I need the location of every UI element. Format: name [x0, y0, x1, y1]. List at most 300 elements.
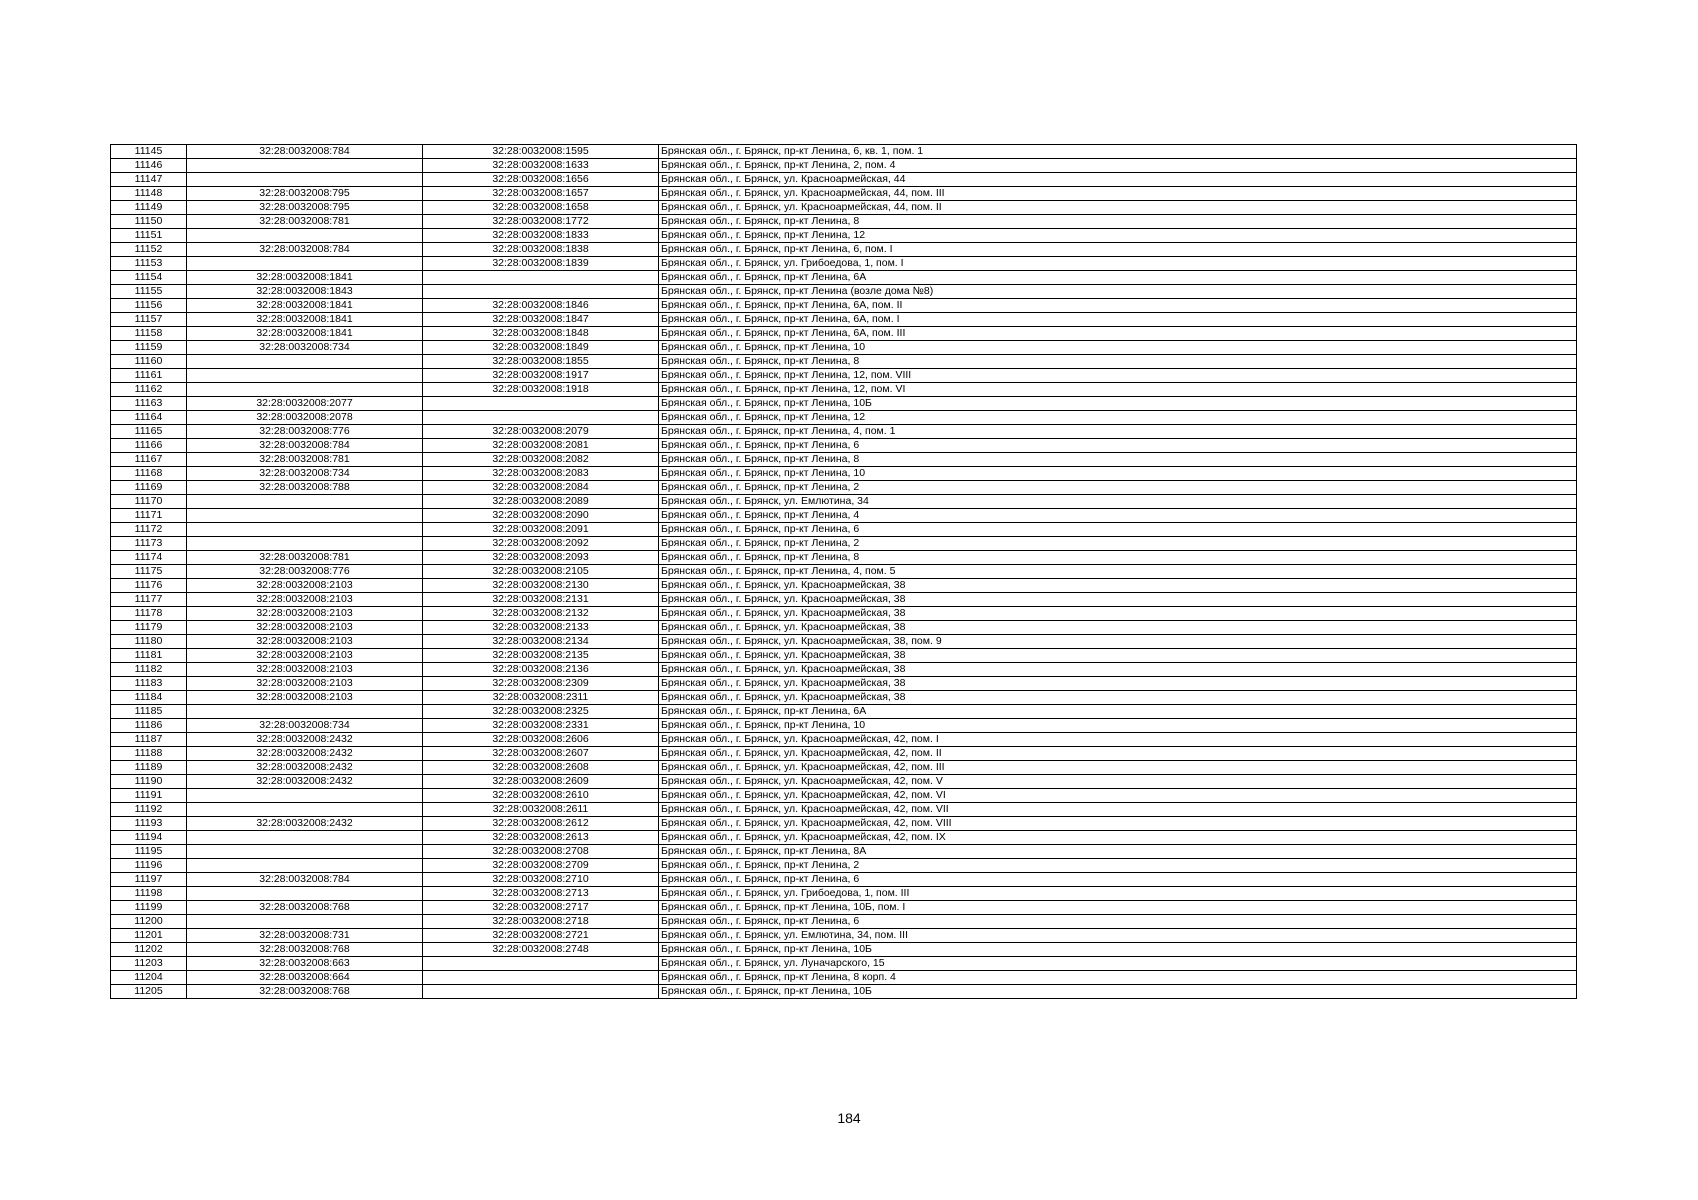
cadastral-number-cell: 32:28:0032008:2721	[423, 929, 659, 943]
cadastral-number-cell: 32:28:0032008:2612	[423, 817, 659, 831]
cadastral-number-cell: 32:28:0032008:2133	[423, 621, 659, 635]
parent-cadastral-number-cell	[187, 789, 423, 803]
cadastral-number-cell: 32:28:0032008:2611	[423, 803, 659, 817]
address-cell: Брянская обл., г. Брянск, пр-кт Ленина, 4, пом. 5	[659, 565, 1577, 579]
address-cell: Брянская обл., г. Брянск, пр-кт Ленина, 12	[659, 229, 1577, 243]
table-row	[111, 173, 1577, 187]
cadastral-number-cell: 32:28:0032008:2081	[423, 439, 659, 453]
parent-cadastral-number-cell: 32:28:0032008:2103	[187, 621, 423, 635]
table-row	[111, 369, 1577, 383]
parent-cadastral-number-cell: 32:28:0032008:2432	[187, 733, 423, 747]
address-cell: Брянская обл., г. Брянск, ул. Красноармейская, 38, пом. 9	[659, 635, 1577, 649]
parent-cadastral-number-cell: 32:28:0032008:2432	[187, 775, 423, 789]
address-cell: Брянская обл., г. Брянск, ул. Красноармейская, 42, пом. I	[659, 733, 1577, 747]
table-row	[111, 817, 1577, 831]
parent-cadastral-number-cell: 32:28:0032008:795	[187, 187, 423, 201]
row-number-cell: 11172	[111, 523, 187, 537]
parent-cadastral-number-cell: 32:28:0032008:663	[187, 957, 423, 971]
address-cell: Брянская обл., г. Брянск, пр-кт Ленина, 6	[659, 915, 1577, 929]
address-cell: Брянская обл., г. Брянск, ул. Грибоедова, 1, пом. III	[659, 887, 1577, 901]
row-number-cell: 11168	[111, 467, 187, 481]
table-row	[111, 257, 1577, 271]
parent-cadastral-number-cell: 32:28:0032008:2103	[187, 607, 423, 621]
row-number-cell: 11146	[111, 159, 187, 173]
table-row	[111, 159, 1577, 173]
row-number-cell: 11149	[111, 201, 187, 215]
parent-cadastral-number-cell: 32:28:0032008:781	[187, 551, 423, 565]
parent-cadastral-number-cell: 32:28:0032008:2103	[187, 579, 423, 593]
row-number-cell: 11190	[111, 775, 187, 789]
row-number-cell: 11161	[111, 369, 187, 383]
address-cell: Брянская обл., г. Брянск, пр-кт Ленина, 6	[659, 873, 1577, 887]
address-cell: Брянская обл., г. Брянск, ул. Красноармейская, 42, пом. II	[659, 747, 1577, 761]
cadastral-number-cell: 32:28:0032008:2311	[423, 691, 659, 705]
address-cell: Брянская обл., г. Брянск, пр-кт Ленина, 4, пом. 1	[659, 425, 1577, 439]
row-number-cell: 11155	[111, 285, 187, 299]
parent-cadastral-number-cell: 32:28:0032008:2103	[187, 635, 423, 649]
cadastral-number-cell: 32:28:0032008:2079	[423, 425, 659, 439]
table-row	[111, 313, 1577, 327]
cadastral-number-cell: 32:28:0032008:2082	[423, 453, 659, 467]
cadastral-number-cell: 32:28:0032008:2093	[423, 551, 659, 565]
address-cell: Брянская обл., г. Брянск, пр-кт Ленина, 12	[659, 411, 1577, 425]
parent-cadastral-number-cell	[187, 355, 423, 369]
table-row	[111, 187, 1577, 201]
address-cell: Брянская обл., г. Брянск, пр-кт Ленина, 10Б	[659, 943, 1577, 957]
row-number-cell: 11175	[111, 565, 187, 579]
cadastral-number-cell: 32:28:0032008:2713	[423, 887, 659, 901]
address-cell: Брянская обл., г. Брянск, пр-кт Ленина, 10	[659, 467, 1577, 481]
parent-cadastral-number-cell: 32:28:0032008:734	[187, 719, 423, 733]
table-row	[111, 271, 1577, 285]
row-number-cell: 11204	[111, 971, 187, 985]
parent-cadastral-number-cell: 32:28:0032008:784	[187, 243, 423, 257]
table-row	[111, 775, 1577, 789]
parent-cadastral-number-cell	[187, 859, 423, 873]
row-number-cell: 11201	[111, 929, 187, 943]
cadastral-number-cell	[423, 957, 659, 971]
address-cell: Брянская обл., г. Брянск, пр-кт Ленина, 8	[659, 215, 1577, 229]
row-number-cell: 11154	[111, 271, 187, 285]
row-number-cell: 11182	[111, 663, 187, 677]
parent-cadastral-number-cell: 32:28:0032008:781	[187, 215, 423, 229]
table-row	[111, 579, 1577, 593]
address-cell: Брянская обл., г. Брянск, пр-кт Ленина, 8 корп. 4	[659, 971, 1577, 985]
row-number-cell: 11193	[111, 817, 187, 831]
parent-cadastral-number-cell: 32:28:0032008:1841	[187, 299, 423, 313]
cadastral-number-cell: 32:28:0032008:2607	[423, 747, 659, 761]
address-cell: Брянская обл., г. Брянск, ул. Красноармейская, 38	[659, 649, 1577, 663]
table-row	[111, 747, 1577, 761]
row-number-cell: 11153	[111, 257, 187, 271]
parent-cadastral-number-cell: 32:28:0032008:1841	[187, 327, 423, 341]
parent-cadastral-number-cell	[187, 803, 423, 817]
row-number-cell: 11205	[111, 985, 187, 999]
table-row	[111, 495, 1577, 509]
row-number-cell: 11199	[111, 901, 187, 915]
parent-cadastral-number-cell: 32:28:0032008:784	[187, 145, 423, 159]
address-cell: Брянская обл., г. Брянск, пр-кт Ленина, 2	[659, 537, 1577, 551]
row-number-cell: 11184	[111, 691, 187, 705]
row-number-cell: 11187	[111, 733, 187, 747]
cadastral-number-cell: 32:28:0032008:1917	[423, 369, 659, 383]
cadastral-number-cell: 32:28:0032008:1833	[423, 229, 659, 243]
parent-cadastral-number-cell	[187, 383, 423, 397]
cadastral-number-cell: 32:28:0032008:2083	[423, 467, 659, 481]
row-number-cell: 11160	[111, 355, 187, 369]
cadastral-number-cell: 32:28:0032008:1633	[423, 159, 659, 173]
parent-cadastral-number-cell: 32:28:0032008:2103	[187, 691, 423, 705]
row-number-cell: 11194	[111, 831, 187, 845]
parent-cadastral-number-cell	[187, 887, 423, 901]
address-cell: Брянская обл., г. Брянск, ул. Красноармейская, 44, пом. II	[659, 201, 1577, 215]
address-cell: Брянская обл., г. Брянск, пр-кт Ленина, 6	[659, 523, 1577, 537]
cadastral-number-cell: 32:28:0032008:1656	[423, 173, 659, 187]
address-cell: Брянская обл., г. Брянск, ул. Емлютина, 34	[659, 495, 1577, 509]
table-row	[111, 789, 1577, 803]
table-row	[111, 859, 1577, 873]
table-row	[111, 803, 1577, 817]
address-cell: Брянская обл., г. Брянск, ул. Красноармейская, 38	[659, 579, 1577, 593]
row-number-cell: 11163	[111, 397, 187, 411]
row-number-cell: 11159	[111, 341, 187, 355]
table-row	[111, 299, 1577, 313]
row-number-cell: 11196	[111, 859, 187, 873]
parent-cadastral-number-cell	[187, 845, 423, 859]
cadastral-table	[110, 144, 1577, 999]
address-cell: Брянская обл., г. Брянск, пр-кт Ленина, 2	[659, 481, 1577, 495]
table-row	[111, 425, 1577, 439]
parent-cadastral-number-cell: 32:28:0032008:2432	[187, 761, 423, 775]
table-row	[111, 915, 1577, 929]
table-row	[111, 215, 1577, 229]
row-number-cell: 11203	[111, 957, 187, 971]
table-row	[111, 411, 1577, 425]
parent-cadastral-number-cell: 32:28:0032008:2078	[187, 411, 423, 425]
address-cell: Брянская обл., г. Брянск, пр-кт Ленина, 6А, пом. I	[659, 313, 1577, 327]
cadastral-number-cell	[423, 397, 659, 411]
page-number: 184	[837, 1110, 861, 1126]
cadastral-number-cell: 32:28:0032008:1855	[423, 355, 659, 369]
table-row	[111, 621, 1577, 635]
cadastral-number-cell: 32:28:0032008:2710	[423, 873, 659, 887]
row-number-cell: 11180	[111, 635, 187, 649]
address-cell: Брянская обл., г. Брянск, ул. Грибоедова, 1, пом. I	[659, 257, 1577, 271]
cadastral-number-cell: 32:28:0032008:2606	[423, 733, 659, 747]
table-row	[111, 285, 1577, 299]
table-row	[111, 467, 1577, 481]
cadastral-number-cell: 32:28:0032008:2325	[423, 705, 659, 719]
table-row	[111, 887, 1577, 901]
address-cell: Брянская обл., г. Брянск, ул. Красноармейская, 42, пом. VII	[659, 803, 1577, 817]
cadastral-number-cell: 32:28:0032008:2084	[423, 481, 659, 495]
parent-cadastral-number-cell: 32:28:0032008:2077	[187, 397, 423, 411]
row-number-cell: 11157	[111, 313, 187, 327]
table-row	[111, 971, 1577, 985]
table-row	[111, 985, 1577, 999]
row-number-cell: 11150	[111, 215, 187, 229]
row-number-cell: 11164	[111, 411, 187, 425]
address-cell: Брянская обл., г. Брянск, пр-кт Ленина, 2	[659, 859, 1577, 873]
table-row	[111, 327, 1577, 341]
address-cell: Брянская обл., г. Брянск, пр-кт Ленина, 2, пом. 4	[659, 159, 1577, 173]
cadastral-number-cell	[423, 971, 659, 985]
parent-cadastral-number-cell	[187, 159, 423, 173]
address-cell: Брянская обл., г. Брянск, ул. Красноармейская, 42, пом. V	[659, 775, 1577, 789]
table-row	[111, 383, 1577, 397]
cadastral-number-cell: 32:28:0032008:2608	[423, 761, 659, 775]
table-row	[111, 845, 1577, 859]
row-number-cell: 11171	[111, 509, 187, 523]
address-cell: Брянская обл., г. Брянск, ул. Красноармейская, 38	[659, 621, 1577, 635]
row-number-cell: 11174	[111, 551, 187, 565]
table-row	[111, 677, 1577, 691]
address-cell: Брянская обл., г. Брянск, пр-кт Ленина, 6А, пом. II	[659, 299, 1577, 313]
address-cell: Брянская обл., г. Брянск, ул. Красноармейская, 44	[659, 173, 1577, 187]
address-cell: Брянская обл., г. Брянск, ул. Луначарского, 15	[659, 957, 1577, 971]
table-row	[111, 649, 1577, 663]
address-cell: Брянская обл., г. Брянск, ул. Красноармейская, 38	[659, 691, 1577, 705]
row-number-cell: 11183	[111, 677, 187, 691]
address-cell: Брянская обл., г. Брянск, пр-кт Ленина, 10Б, пом. I	[659, 901, 1577, 915]
address-cell: Брянская обл., г. Брянск, пр-кт Ленина, 4	[659, 509, 1577, 523]
parent-cadastral-number-cell: 32:28:0032008:2103	[187, 677, 423, 691]
cadastral-number-cell: 32:28:0032008:2132	[423, 607, 659, 621]
parent-cadastral-number-cell: 32:28:0032008:2103	[187, 593, 423, 607]
cadastral-number-cell	[423, 285, 659, 299]
cadastral-number-cell: 32:28:0032008:1847	[423, 313, 659, 327]
cadastral-number-cell: 32:28:0032008:1772	[423, 215, 659, 229]
row-number-cell: 11200	[111, 915, 187, 929]
address-cell: Брянская обл., г. Брянск, ул. Красноармейская, 42, пом. III	[659, 761, 1577, 775]
row-number-cell: 11152	[111, 243, 187, 257]
address-cell: Брянская обл., г. Брянск, пр-кт Ленина, 6, пом. I	[659, 243, 1577, 257]
table-row	[111, 145, 1577, 159]
table-body	[111, 145, 1577, 999]
parent-cadastral-number-cell: 32:28:0032008:788	[187, 481, 423, 495]
table-row	[111, 453, 1577, 467]
parent-cadastral-number-cell: 32:28:0032008:2103	[187, 663, 423, 677]
table-row	[111, 831, 1577, 845]
table-row	[111, 355, 1577, 369]
address-cell: Брянская обл., г. Брянск, пр-кт Ленина, 10Б	[659, 397, 1577, 411]
cadastral-number-cell: 32:28:0032008:1846	[423, 299, 659, 313]
parent-cadastral-number-cell: 32:28:0032008:2432	[187, 817, 423, 831]
row-number-cell: 11158	[111, 327, 187, 341]
cadastral-number-cell: 32:28:0032008:2135	[423, 649, 659, 663]
table-row	[111, 691, 1577, 705]
table-row	[111, 607, 1577, 621]
parent-cadastral-number-cell: 32:28:0032008:1843	[187, 285, 423, 299]
parent-cadastral-number-cell: 32:28:0032008:768	[187, 901, 423, 915]
table-row	[111, 901, 1577, 915]
table-row	[111, 761, 1577, 775]
row-number-cell: 11166	[111, 439, 187, 453]
cadastral-number-cell: 32:28:0032008:2613	[423, 831, 659, 845]
row-number-cell: 11167	[111, 453, 187, 467]
parent-cadastral-number-cell: 32:28:0032008:768	[187, 985, 423, 999]
row-number-cell: 11202	[111, 943, 187, 957]
address-cell: Брянская обл., г. Брянск, ул. Красноармейская, 42, пом. VI	[659, 789, 1577, 803]
parent-cadastral-number-cell: 32:28:0032008:776	[187, 425, 423, 439]
cadastral-number-cell: 32:28:0032008:2134	[423, 635, 659, 649]
row-number-cell: 11188	[111, 747, 187, 761]
parent-cadastral-number-cell: 32:28:0032008:1841	[187, 313, 423, 327]
table-row	[111, 635, 1577, 649]
address-cell: Брянская обл., г. Брянск, пр-кт Ленина, 8	[659, 355, 1577, 369]
cadastral-number-cell: 32:28:0032008:2136	[423, 663, 659, 677]
address-cell: Брянская обл., г. Брянск, пр-кт Ленина, 10	[659, 341, 1577, 355]
cadastral-number-cell: 32:28:0032008:2717	[423, 901, 659, 915]
address-cell: Брянская обл., г. Брянск, ул. Красноармейская, 44, пом. III	[659, 187, 1577, 201]
table-row	[111, 439, 1577, 453]
address-cell: Брянская обл., г. Брянск, пр-кт Ленина (возле дома №8)	[659, 285, 1577, 299]
cadastral-number-cell: 32:28:0032008:2130	[423, 579, 659, 593]
table-row	[111, 551, 1577, 565]
parent-cadastral-number-cell	[187, 509, 423, 523]
cadastral-number-cell	[423, 411, 659, 425]
cadastral-number-cell: 32:28:0032008:2718	[423, 915, 659, 929]
row-number-cell: 11178	[111, 607, 187, 621]
table-row	[111, 593, 1577, 607]
row-number-cell: 11147	[111, 173, 187, 187]
cadastral-number-cell: 32:28:0032008:1918	[423, 383, 659, 397]
parent-cadastral-number-cell: 32:28:0032008:734	[187, 341, 423, 355]
parent-cadastral-number-cell	[187, 915, 423, 929]
parent-cadastral-number-cell	[187, 173, 423, 187]
cadastral-number-cell: 32:28:0032008:2105	[423, 565, 659, 579]
cadastral-number-cell: 32:28:0032008:1849	[423, 341, 659, 355]
row-number-cell: 11145	[111, 145, 187, 159]
parent-cadastral-number-cell: 32:28:0032008:795	[187, 201, 423, 215]
row-number-cell: 11197	[111, 873, 187, 887]
address-cell: Брянская обл., г. Брянск, пр-кт Ленина, 8	[659, 551, 1577, 565]
address-cell: Брянская обл., г. Брянск, пр-кт Ленина, 6	[659, 439, 1577, 453]
table-row	[111, 943, 1577, 957]
row-number-cell: 11179	[111, 621, 187, 635]
address-cell: Брянская обл., г. Брянск, пр-кт Ленина, 10	[659, 719, 1577, 733]
row-number-cell: 11148	[111, 187, 187, 201]
cadastral-number-cell: 32:28:0032008:1595	[423, 145, 659, 159]
row-number-cell: 11176	[111, 579, 187, 593]
address-cell: Брянская обл., г. Брянск, пр-кт Ленина, 6А	[659, 271, 1577, 285]
cadastral-number-cell: 32:28:0032008:2708	[423, 845, 659, 859]
table-row	[111, 397, 1577, 411]
cadastral-number-cell	[423, 271, 659, 285]
address-cell: Брянская обл., г. Брянск, пр-кт Ленина, 8А	[659, 845, 1577, 859]
table-row	[111, 733, 1577, 747]
table-row	[111, 873, 1577, 887]
address-cell: Брянская обл., г. Брянск, пр-кт Ленина, 6А, пом. III	[659, 327, 1577, 341]
table-row	[111, 243, 1577, 257]
row-number-cell: 11191	[111, 789, 187, 803]
parent-cadastral-number-cell	[187, 523, 423, 537]
table-row	[111, 229, 1577, 243]
cadastral-number-cell: 32:28:0032008:1839	[423, 257, 659, 271]
table-row	[111, 565, 1577, 579]
address-cell: Брянская обл., г. Брянск, ул. Красноармейская, 38	[659, 663, 1577, 677]
cadastral-number-cell: 32:28:0032008:2709	[423, 859, 659, 873]
parent-cadastral-number-cell	[187, 831, 423, 845]
address-cell: Брянская обл., г. Брянск, пр-кт Ленина, 6, кв. 1, пом. 1	[659, 145, 1577, 159]
row-number-cell: 11165	[111, 425, 187, 439]
address-cell: Брянская обл., г. Брянск, пр-кт Ленина, 6А	[659, 705, 1577, 719]
parent-cadastral-number-cell: 32:28:0032008:768	[187, 943, 423, 957]
row-number-cell: 11170	[111, 495, 187, 509]
table-row	[111, 481, 1577, 495]
row-number-cell: 11185	[111, 705, 187, 719]
parent-cadastral-number-cell	[187, 369, 423, 383]
address-cell: Брянская обл., г. Брянск, ул. Красноармейская, 42, пом. VIII	[659, 817, 1577, 831]
table-row	[111, 719, 1577, 733]
cadastral-number-cell: 32:28:0032008:2331	[423, 719, 659, 733]
row-number-cell: 11156	[111, 299, 187, 313]
table-row	[111, 663, 1577, 677]
parent-cadastral-number-cell: 32:28:0032008:781	[187, 453, 423, 467]
parent-cadastral-number-cell: 32:28:0032008:2432	[187, 747, 423, 761]
parent-cadastral-number-cell: 32:28:0032008:664	[187, 971, 423, 985]
table-row	[111, 929, 1577, 943]
table-row	[111, 705, 1577, 719]
row-number-cell: 11198	[111, 887, 187, 901]
cadastral-number-cell: 32:28:0032008:2610	[423, 789, 659, 803]
cadastral-number-cell: 32:28:0032008:2309	[423, 677, 659, 691]
address-cell: Брянская обл., г. Брянск, ул. Красноармейская, 42, пом. IX	[659, 831, 1577, 845]
address-cell: Брянская обл., г. Брянск, пр-кт Ленина, 8	[659, 453, 1577, 467]
parent-cadastral-number-cell: 32:28:0032008:2103	[187, 649, 423, 663]
parent-cadastral-number-cell: 32:28:0032008:784	[187, 873, 423, 887]
address-cell: Брянская обл., г. Брянск, пр-кт Ленина, 12, пом. VIII	[659, 369, 1577, 383]
parent-cadastral-number-cell	[187, 495, 423, 509]
parent-cadastral-number-cell: 32:28:0032008:1841	[187, 271, 423, 285]
table-row	[111, 341, 1577, 355]
parent-cadastral-number-cell	[187, 229, 423, 243]
row-number-cell: 11189	[111, 761, 187, 775]
table-row	[111, 957, 1577, 971]
row-number-cell: 11177	[111, 593, 187, 607]
cadastral-number-cell: 32:28:0032008:2131	[423, 593, 659, 607]
row-number-cell: 11192	[111, 803, 187, 817]
cadastral-number-cell: 32:28:0032008:1658	[423, 201, 659, 215]
parent-cadastral-number-cell: 32:28:0032008:734	[187, 467, 423, 481]
parent-cadastral-number-cell	[187, 257, 423, 271]
cadastral-number-cell: 32:28:0032008:2748	[423, 943, 659, 957]
address-cell: Брянская обл., г. Брянск, ул. Емлютина, 34, пом. III	[659, 929, 1577, 943]
table-row	[111, 537, 1577, 551]
cadastral-number-cell: 32:28:0032008:1838	[423, 243, 659, 257]
parent-cadastral-number-cell	[187, 537, 423, 551]
cadastral-number-cell: 32:28:0032008:2092	[423, 537, 659, 551]
cadastral-number-cell	[423, 985, 659, 999]
parent-cadastral-number-cell	[187, 705, 423, 719]
cadastral-number-cell: 32:28:0032008:1657	[423, 187, 659, 201]
row-number-cell: 11162	[111, 383, 187, 397]
table-row	[111, 509, 1577, 523]
parent-cadastral-number-cell: 32:28:0032008:731	[187, 929, 423, 943]
cadastral-number-cell: 32:28:0032008:2091	[423, 523, 659, 537]
row-number-cell: 11151	[111, 229, 187, 243]
table-row	[111, 201, 1577, 215]
row-number-cell: 11186	[111, 719, 187, 733]
cadastral-number-cell: 32:28:0032008:2090	[423, 509, 659, 523]
parent-cadastral-number-cell: 32:28:0032008:784	[187, 439, 423, 453]
row-number-cell: 11173	[111, 537, 187, 551]
row-number-cell: 11181	[111, 649, 187, 663]
address-cell: Брянская обл., г. Брянск, ул. Красноармейская, 38	[659, 593, 1577, 607]
parent-cadastral-number-cell: 32:28:0032008:776	[187, 565, 423, 579]
row-number-cell: 11195	[111, 845, 187, 859]
address-cell: Брянская обл., г. Брянск, пр-кт Ленина, 12, пом. VI	[659, 383, 1577, 397]
